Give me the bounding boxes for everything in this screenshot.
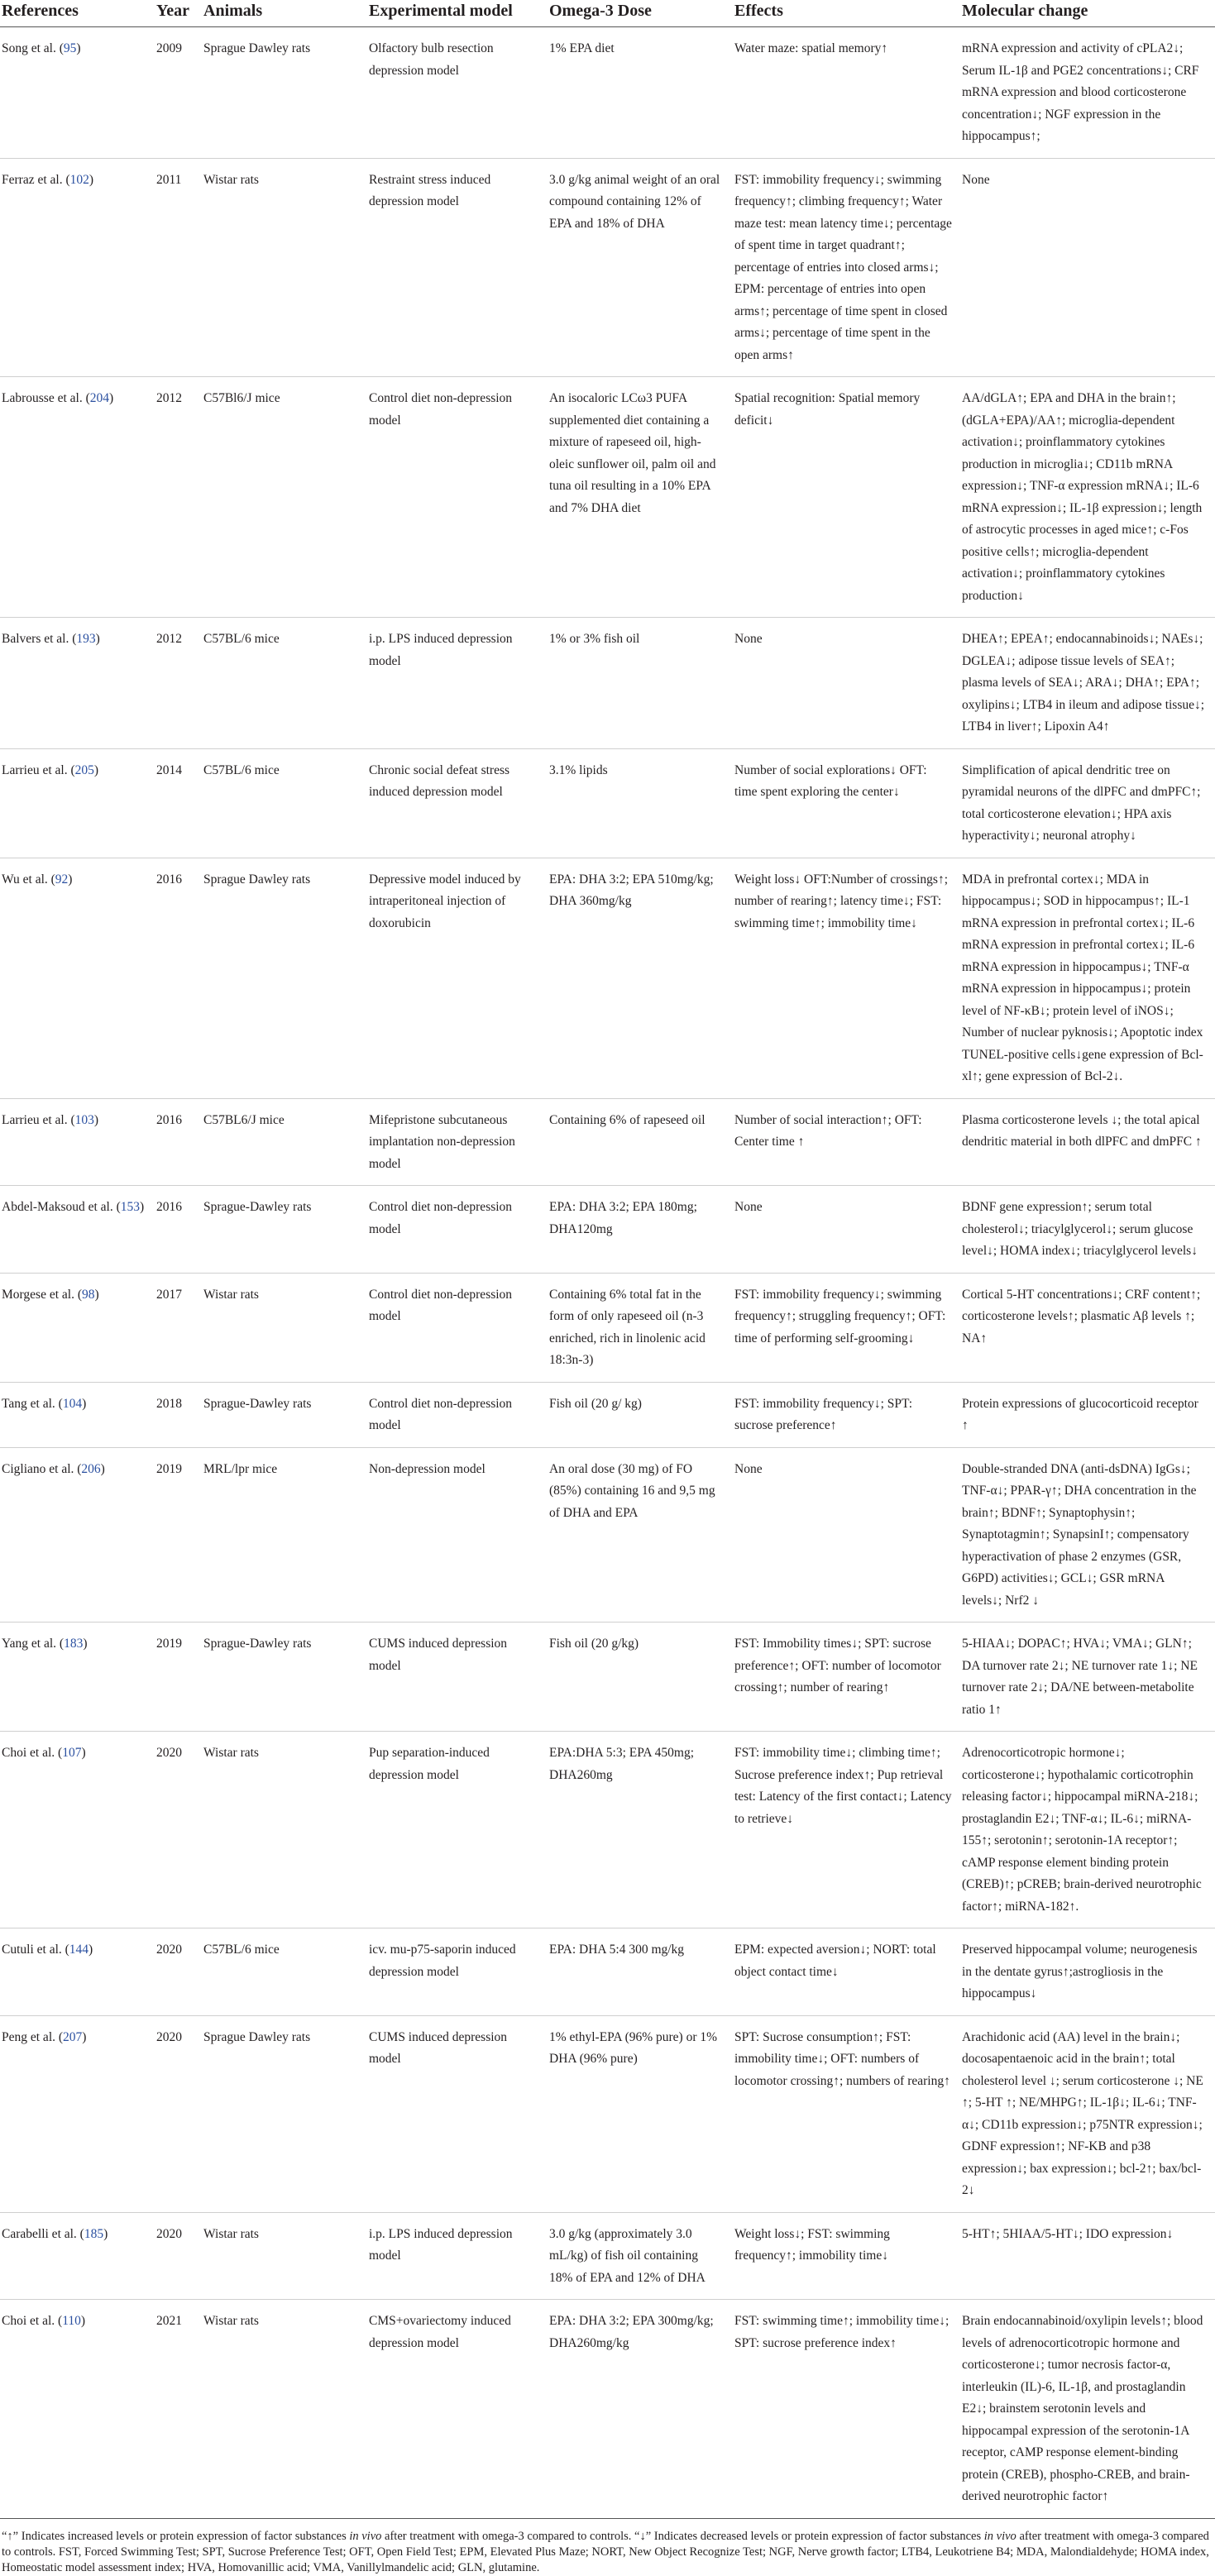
cell-effects: Number of social interaction↑; OFT: Center time ↑ — [733, 1098, 960, 1186]
reference-link[interactable]: 92 — [55, 872, 69, 887]
table-header-row — [0, 0, 1215, 27]
cell-experimental-model: Restraint stress induced depression model — [367, 158, 548, 377]
cell-year: 2009 — [155, 27, 202, 159]
cell-omega3-dose: Containing 6% total fat in the form of only rapeseed oil (n-3 enriched, rich in linolenic acid 18:3n-3) — [548, 1273, 733, 1382]
cell-animals: Wistar rats — [202, 158, 367, 377]
cell-year: 2016 — [155, 1098, 202, 1186]
cell-effects: EPM: expected aversion↓; NORT: total object contact time↓ — [733, 1928, 960, 2016]
reference-close-paren: ) — [109, 391, 114, 405]
table-row — [0, 1623, 1215, 1732]
cell-reference — [0, 2300, 155, 2519]
cell-year: 2019 — [155, 1447, 202, 1623]
cell-experimental-model: i.p. LPS induced depression model — [367, 2212, 548, 2300]
cell-reference — [0, 158, 155, 377]
cell-year: 2012 — [155, 618, 202, 749]
reference-close-paren: ) — [82, 1396, 87, 1411]
reference-link[interactable]: 204 — [89, 391, 109, 405]
footnote-italic: in vivo — [349, 2529, 382, 2543]
cell-omega3-dose: 1% ethyl-EPA (96% pure) or 1% DHA (96% pure) — [548, 2015, 733, 2212]
cell-omega3-dose: EPA: DHA 3:2; EPA 510mg/kg; DHA 360mg/kg — [548, 858, 733, 1098]
cell-molecular-change: 5-HIAA↓; DOPAC↑; HVA↓; VMA↓; GLN↑; DA turnover rate 2↓; NE turnover rate 1↓; NE turnover rate 2↓; DA/NE between-metabolite ratio 1↑ — [960, 1623, 1215, 1732]
header-year: Year — [155, 0, 202, 27]
cell-year: 2011 — [155, 158, 202, 377]
reference-close-paren: ) — [88, 172, 94, 187]
cell-reference — [0, 1928, 155, 2016]
cell-animals: C57BL/6 mice — [202, 1928, 367, 2016]
cell-experimental-model: Control diet non-depression model — [367, 377, 548, 618]
reference-link[interactable]: 205 — [74, 762, 94, 777]
cell-molecular-change: Double-stranded DNA (anti-dsDNA) IgGs↓; TNF-α↓; PPAR-γ↑; DHA concentration in the brain↑; BDNF↑; Synaptophysin↑; Synaptotagmin↑; SynapsinI↑; compensatory hyperactivation of phase 2 enzymes (GSR, G6PD) activities↓; GCL↓; GSR mRNA levels↓; Nrf2 ↓ — [960, 1447, 1215, 1623]
cell-experimental-model: Olfactory bulb resection depression model — [367, 27, 548, 159]
cell-year: 2018 — [155, 1382, 202, 1447]
reference-link[interactable]: 98 — [82, 1287, 95, 1302]
cell-animals: Wistar rats — [202, 2300, 367, 2519]
cell-reference — [0, 1273, 155, 1382]
reference-author: Cutuli et al. ( — [2, 1943, 69, 1957]
cell-experimental-model: CUMS induced depression model — [367, 2015, 548, 2212]
cell-molecular-change: Plasma corticosterone levels ↓; the total apical dendritic material in both dlPFC and dmPFC ↑ — [960, 1098, 1215, 1186]
cell-reference — [0, 1447, 155, 1623]
table-row — [0, 1928, 1215, 2016]
table-row — [0, 858, 1215, 1098]
reference-link[interactable]: 110 — [62, 2314, 81, 2328]
reference-author: Labrousse et al. ( — [2, 391, 90, 405]
cell-effects: SPT: Sucrose consumption↑; FST: immobility time↓; OFT: numbers of locomotor crossing↑; numbers of rearing↑ — [733, 2015, 960, 2212]
reference-author: Larrieu et al. ( — [2, 1112, 75, 1127]
cell-animals: C57BL6/J mice — [202, 1098, 367, 1186]
cell-year: 2019 — [155, 1623, 202, 1732]
header-molecular-change: Molecular change — [960, 0, 1215, 27]
cell-molecular-change: None — [960, 158, 1215, 377]
table-row — [0, 2300, 1215, 2519]
cell-omega3-dose: Fish oil (20 g/kg) — [548, 1623, 733, 1732]
header-omega3-dose: Omega-3 Dose — [548, 0, 733, 27]
reference-close-paren: ) — [95, 632, 100, 646]
footnote-part: “↑” Indicates increased levels or protein expression of factor substances — [2, 2529, 350, 2543]
cell-omega3-dose: An isocaloric LCω3 PUFA supplemented diet containing a mixture of rapeseed oil, high-oleic sunflower oil, palm oil and tuna oil resulting in a 10% EPA and 7% DHA diet — [548, 377, 733, 618]
table-row — [0, 2212, 1215, 2300]
cell-molecular-change: AA/dGLA↑; EPA and DHA in the brain↑; (dGLA+EPA)/AA↑; microglia-dependent activation↓; proinflammatory cytokines production in microglia↓; CD11b mRNA expression↓; TNF-α expression mRNA↓; IL-6 mRNA expression↓; IL-1β expression↓; length of astrocytic processes in aged mice↑; c-Fos positive cells↑; microglia-dependent activation↓; proinflammatory cytokines production↓ — [960, 377, 1215, 618]
header-experimental-model: Experimental model — [367, 0, 548, 27]
reference-author: Choi et al. ( — [2, 2314, 63, 2328]
cell-experimental-model: Mifepristone subcutaneous implantation non-depression model — [367, 1098, 548, 1186]
reference-link[interactable]: 153 — [120, 1200, 141, 1214]
table-row — [0, 2015, 1215, 2212]
cell-year: 2016 — [155, 1186, 202, 1274]
reference-author: Morgese et al. ( — [2, 1287, 82, 1302]
cell-animals: C57BL/6 mice — [202, 748, 367, 858]
cell-effects: FST: Immobility times↓; SPT: sucrose preference↑; OFT: number of locomotor crossing↑; number of rearing↑ — [733, 1623, 960, 1732]
cell-effects: Water maze: spatial memory↑ — [733, 27, 960, 159]
reference-author: Tang et al. ( — [2, 1396, 63, 1411]
cell-animals: Wistar rats — [202, 2212, 367, 2300]
cell-reference — [0, 1732, 155, 1928]
reference-link[interactable]: 103 — [74, 1112, 94, 1127]
table-row — [0, 377, 1215, 618]
cell-molecular-change: 5-HT↑; 5HIAA/5-HT↓; IDO expression↓ — [960, 2212, 1215, 2300]
cell-molecular-change: Arachidonic acid (AA) level in the brain↓; docosapentaenoic acid in the brain↑; total cholesterol level ↓; serum corticosterone ↓; NE ↑; 5-HT ↑; NE/MHPG↑; IL-1β↓; IL-6↓; TNF-α↓; CD11b expression↓; p75NTR expression↓; GDNF expression↑; NF-KB and p38 expression↓; bax expression↓; bcl-2↑; bax/bcl-2↓ — [960, 2015, 1215, 2212]
cell-effects: Weight loss↓; FST: swimming frequency↑; immobility time↓ — [733, 2212, 960, 2300]
table-row — [0, 1098, 1215, 1186]
table-body — [0, 27, 1215, 2519]
cell-year: 2020 — [155, 2015, 202, 2212]
reference-author: Yang et al. ( — [2, 1637, 65, 1651]
cell-molecular-change: Cortical 5-HT concentrations↓; CRF content↑; corticosterone levels↑; plasmatic Aβ levels ↑; NA↑ — [960, 1273, 1215, 1382]
cell-omega3-dose: 1% or 3% fish oil — [548, 618, 733, 749]
cell-molecular-change: Brain endocannabinoid/oxylipin levels↑; blood levels of adrenocorticotropic hormone and corticosterone↓; tumor necrosis factor-α, interleukin (IL)-6, IL-1β, and prostaglandin E2↓; brainstem serotonin levels and hippocampal expression of the serotonin-1A receptor, cAMP response element-binding protein (CREB), phospho-CREB, and brain-derived neurotrophic factor↑ — [960, 2300, 1215, 2519]
reference-link[interactable]: 144 — [69, 1943, 89, 1957]
cell-animals: Sprague-Dawley rats — [202, 1186, 367, 1274]
reference-author: Ferraz et al. ( — [2, 172, 70, 187]
cell-reference — [0, 1186, 155, 1274]
cell-year: 2014 — [155, 748, 202, 858]
reference-link[interactable]: 206 — [81, 1461, 101, 1476]
reference-link[interactable]: 183 — [64, 1637, 84, 1651]
cell-reference — [0, 2212, 155, 2300]
cell-molecular-change: mRNA expression and activity of cPLA2↓; Serum IL-1β and PGE2 concentrations↓; CRF mRNA expression and blood corticosterone concentration↓; NGF expression in the hippocampus↑; — [960, 27, 1215, 159]
table-row — [0, 27, 1215, 159]
cell-omega3-dose: 3.0 g/kg animal weight of an oral compound containing 12% of EPA and 18% of DHA — [548, 158, 733, 377]
cell-year: 2020 — [155, 2212, 202, 2300]
cell-molecular-change: Protein expressions of glucocorticoid receptor ↑ — [960, 1382, 1215, 1447]
reference-close-paren: ) — [103, 2226, 108, 2241]
cell-year: 2020 — [155, 1928, 202, 2016]
reference-link[interactable]: 107 — [62, 1746, 82, 1760]
reference-close-paren: ) — [93, 1112, 99, 1127]
reference-author: Cigliano et al. ( — [2, 1461, 82, 1476]
cell-effects: Weight loss↓ OFT:Number of crossings↑; number of rearing↑; latency time↓; FST: swimming time↑; immobility time↓ — [733, 858, 960, 1098]
cell-reference — [0, 27, 155, 159]
cell-molecular-change: DHEA↑; EPEA↑; endocannabinoids↓; NAEs↓; DGLEA↓; adipose tissue levels of SEA↑; plasma levels of SEA↓; ARA↓; DHA↑; EPA↑; oxylipins↓; LTB4 in ileum and adipose tissue↓; LTB4 in liver↑; Lipoxin A4↑ — [960, 618, 1215, 749]
table-row — [0, 1382, 1215, 1447]
reference-link[interactable]: 193 — [76, 632, 96, 646]
cell-omega3-dose: 3.1% lipids — [548, 748, 733, 858]
cell-reference — [0, 618, 155, 749]
cell-omega3-dose: EPA: DHA 3:2; EPA 300mg/kg; DHA260mg/kg — [548, 2300, 733, 2519]
cell-effects: FST: immobility frequency↓; SPT: sucrose preference↑ — [733, 1382, 960, 1447]
reference-close-paren: ) — [80, 2314, 86, 2328]
cell-experimental-model: i.p. LPS induced depression model — [367, 618, 548, 749]
footnote-text — [2, 2529, 1209, 2576]
cell-experimental-model: Control diet non-depression model — [367, 1186, 548, 1274]
cell-year: 2016 — [155, 858, 202, 1098]
table-row — [0, 1447, 1215, 1623]
table-row — [0, 1732, 1215, 1928]
reference-close-paren: ) — [68, 872, 73, 887]
cell-animals: MRL/lpr mice — [202, 1447, 367, 1623]
cell-omega3-dose: EPA:DHA 5:3; EPA 450mg; DHA260mg — [548, 1732, 733, 1928]
cell-effects: None — [733, 1186, 960, 1274]
reference-author: Wu et al. ( — [2, 872, 55, 887]
header-effects: Effects — [733, 0, 960, 27]
table-row — [0, 1273, 1215, 1382]
table-row — [0, 748, 1215, 858]
cell-experimental-model: Control diet non-depression model — [367, 1382, 548, 1447]
cell-omega3-dose: EPA: DHA 5:4 300 mg/kg — [548, 1928, 733, 2016]
reference-close-paren: ) — [76, 41, 81, 55]
cell-year: 2021 — [155, 2300, 202, 2519]
cell-reference — [0, 1098, 155, 1186]
reference-link[interactable]: 207 — [63, 2029, 83, 2044]
cell-experimental-model: icv. mu-p75-saporin induced depression model — [367, 1928, 548, 2016]
reference-close-paren: ) — [81, 1746, 86, 1760]
reference-close-paren: ) — [100, 1461, 105, 1476]
cell-omega3-dose: 3.0 g/kg (approximately 3.0 mL/kg) of fish oil containing 18% of EPA and 12% of DHA — [548, 2212, 733, 2300]
reference-close-paren: ) — [94, 1287, 99, 1302]
cell-animals: Sprague Dawley rats — [202, 858, 367, 1098]
cell-molecular-change: Simplification of apical dendritic tree on pyramidal neurons of the dlPFC and dmPFC↑; total corticosterone elevation↓; HPA axis hyperactivity↓; neuronal atrophy↓ — [960, 748, 1215, 858]
cell-year: 2020 — [155, 1732, 202, 1928]
cell-animals: Wistar rats — [202, 1732, 367, 1928]
reference-author: Choi et al. ( — [2, 1746, 63, 1760]
reference-link[interactable]: 95 — [63, 41, 77, 55]
cell-omega3-dose: EPA: DHA 3:2; EPA 180mg; DHA120mg — [548, 1186, 733, 1274]
footnote-italic: in vivo — [983, 2529, 1016, 2543]
reference-author: Balvers et al. ( — [2, 632, 77, 646]
cell-effects: FST: immobility frequency↓; swimming frequency↑; climbing frequency↑; Water maze test: mean latency time↓; percentage of spent time in target quadrant↑; percentage of entries into closed arms↓; EPM: percentage of entries into open arms↑; percentage of time spent in closed arms↓; percentage of time spent in the open arms↑ — [733, 158, 960, 377]
cell-effects: Number of social explorations↓ OFT: time spent exploring the center↓ — [733, 748, 960, 858]
reference-author: Song et al. ( — [2, 41, 64, 55]
cell-reference — [0, 858, 155, 1098]
header-animals: Animals — [202, 0, 367, 27]
reference-link[interactable]: 102 — [69, 172, 89, 187]
cell-year: 2017 — [155, 1273, 202, 1382]
cell-experimental-model: CUMS induced depression model — [367, 1623, 548, 1732]
cell-experimental-model: Pup separation-induced depression model — [367, 1732, 548, 1928]
cell-experimental-model: Chronic social defeat stress induced depression model — [367, 748, 548, 858]
cell-animals: C57BL/6 mice — [202, 618, 367, 749]
reference-link[interactable]: 185 — [84, 2226, 104, 2241]
cell-experimental-model: CMS+ovariectomy induced depression model — [367, 2300, 548, 2519]
cell-experimental-model: Control diet non-depression model — [367, 1273, 548, 1382]
cell-omega3-dose: An oral dose (30 mg) of FO (85%) containing 16 and 9,5 mg of DHA and EPA — [548, 1447, 733, 1623]
header-references: References — [0, 0, 155, 27]
cell-animals: Sprague-Dawley rats — [202, 1623, 367, 1732]
cell-animals: Sprague Dawley rats — [202, 27, 367, 159]
cell-reference — [0, 377, 155, 618]
cell-omega3-dose: 1% EPA diet — [548, 27, 733, 159]
cell-molecular-change: Preserved hippocampal volume; neurogenesis in the dentate gyrus↑;astrogliosis in the hippocampus↓ — [960, 1928, 1215, 2016]
cell-experimental-model: Depressive model induced by intraperitoneal injection of doxorubicin — [367, 858, 548, 1098]
cell-molecular-change: Adrenocorticotropic hormone↓; corticosterone↓; hypothalamic corticotrophin releasing factor↓; hippocampal miRNA-218↓; prostaglandin E2↓; TNF-α↓; IL-6↓; miRNA-155↑; serotonin↑; serotonin-1A receptor↑; cAMP response element binding protein (CREB)↑; pCREB; brain-derived neurotrophic factor↑; miRNA-182↑. — [960, 1732, 1215, 1928]
cell-year: 2012 — [155, 377, 202, 618]
cell-effects: FST: immobility time↓; climbing time↑; Sucrose preference index↑; Pup retrieval test: Latency of the first contact↓; Latency to retrieve↓ — [733, 1732, 960, 1928]
cell-reference — [0, 2015, 155, 2212]
table-row — [0, 158, 1215, 377]
cell-animals: Sprague-Dawley rats — [202, 1382, 367, 1447]
reference-close-paren: ) — [140, 1200, 145, 1214]
cell-omega3-dose: Containing 6% of rapeseed oil — [548, 1098, 733, 1186]
cell-experimental-model: Non-depression model — [367, 1447, 548, 1623]
table-row — [0, 618, 1215, 749]
cell-effects: None — [733, 618, 960, 749]
cell-molecular-change: MDA in prefrontal cortex↓; MDA in hippocampus↓; SOD in hippocampus↑; IL-1 mRNA expression in prefrontal cortex↓; IL-6 mRNA expression in prefrontal cortex↓; IL-6 mRNA expression in hippocampus↓; TNF-α mRNA expression in hippocampus↓; protein level of NF-κB↓; protein level of iNOS↓; Number of nuclear pyknosis↓; Apoptotic index TUNEL-positive cells↓gene expression of Bcl-xl↑; gene expression of Bcl-2↓. — [960, 858, 1215, 1098]
cell-effects: FST: swimming time↑; immobility time↓; SPT: sucrose preference index↑ — [733, 2300, 960, 2519]
reference-close-paren: ) — [93, 762, 99, 777]
cell-effects: FST: immobility frequency↓; swimming frequency↑; struggling frequency↑; OFT: time of performing self-grooming↓ — [733, 1273, 960, 1382]
reference-close-paren: ) — [88, 1943, 93, 1957]
footnote-part: after treatment with omega-3 compared to controls. FST, Forced Swimming Test; SPT, Sucrose Preference Test; OFT, Open Field Test; EPM, Elevated Plus Maze; NORT, New Object Recognize Test; NGF, Nerve growth factor; LTB4, Leukotriene B4; MDA, Malondialdehyde; HOMA index, Homeostatic model assessment index; HVA, Homovanillic acid; VMA, Vanillylmandelic acid; GLN, glutamine. — [2, 2529, 1209, 2574]
reference-link[interactable]: 104 — [62, 1396, 83, 1411]
cell-animals: Wistar rats — [202, 1273, 367, 1382]
reference-close-paren: ) — [82, 2029, 87, 2044]
footnote-part: after treatment with omega-3 compared to controls. “↓” Indicates decreased levels or protein expression of factor substances — [381, 2529, 984, 2543]
reference-close-paren: ) — [83, 1637, 88, 1651]
reference-author: Carabelli et al. ( — [2, 2226, 84, 2241]
cell-animals: Sprague Dawley rats — [202, 2015, 367, 2212]
cell-effects: Spatial recognition: Spatial memory deficit↓ — [733, 377, 960, 618]
cell-omega3-dose: Fish oil (20 g/ kg) — [548, 1382, 733, 1447]
reference-author: Peng et al. ( — [2, 2029, 64, 2044]
cell-reference — [0, 748, 155, 858]
cell-molecular-change: BDNF gene expression↑; serum total cholesterol↓; triacylglycerol↓; serum glucose level↓; HOMA index↓; triacylglycerol levels↓ — [960, 1186, 1215, 1274]
table-row — [0, 1186, 1215, 1274]
reference-author: Abdel-Maksoud et al. ( — [2, 1200, 121, 1214]
table-footnote — [0, 2519, 1211, 2576]
cell-animals: C57Bl6/J mice — [202, 377, 367, 618]
cell-reference — [0, 1623, 155, 1732]
cell-effects: None — [733, 1447, 960, 1623]
reference-author: Larrieu et al. ( — [2, 762, 75, 777]
cell-reference — [0, 1382, 155, 1447]
